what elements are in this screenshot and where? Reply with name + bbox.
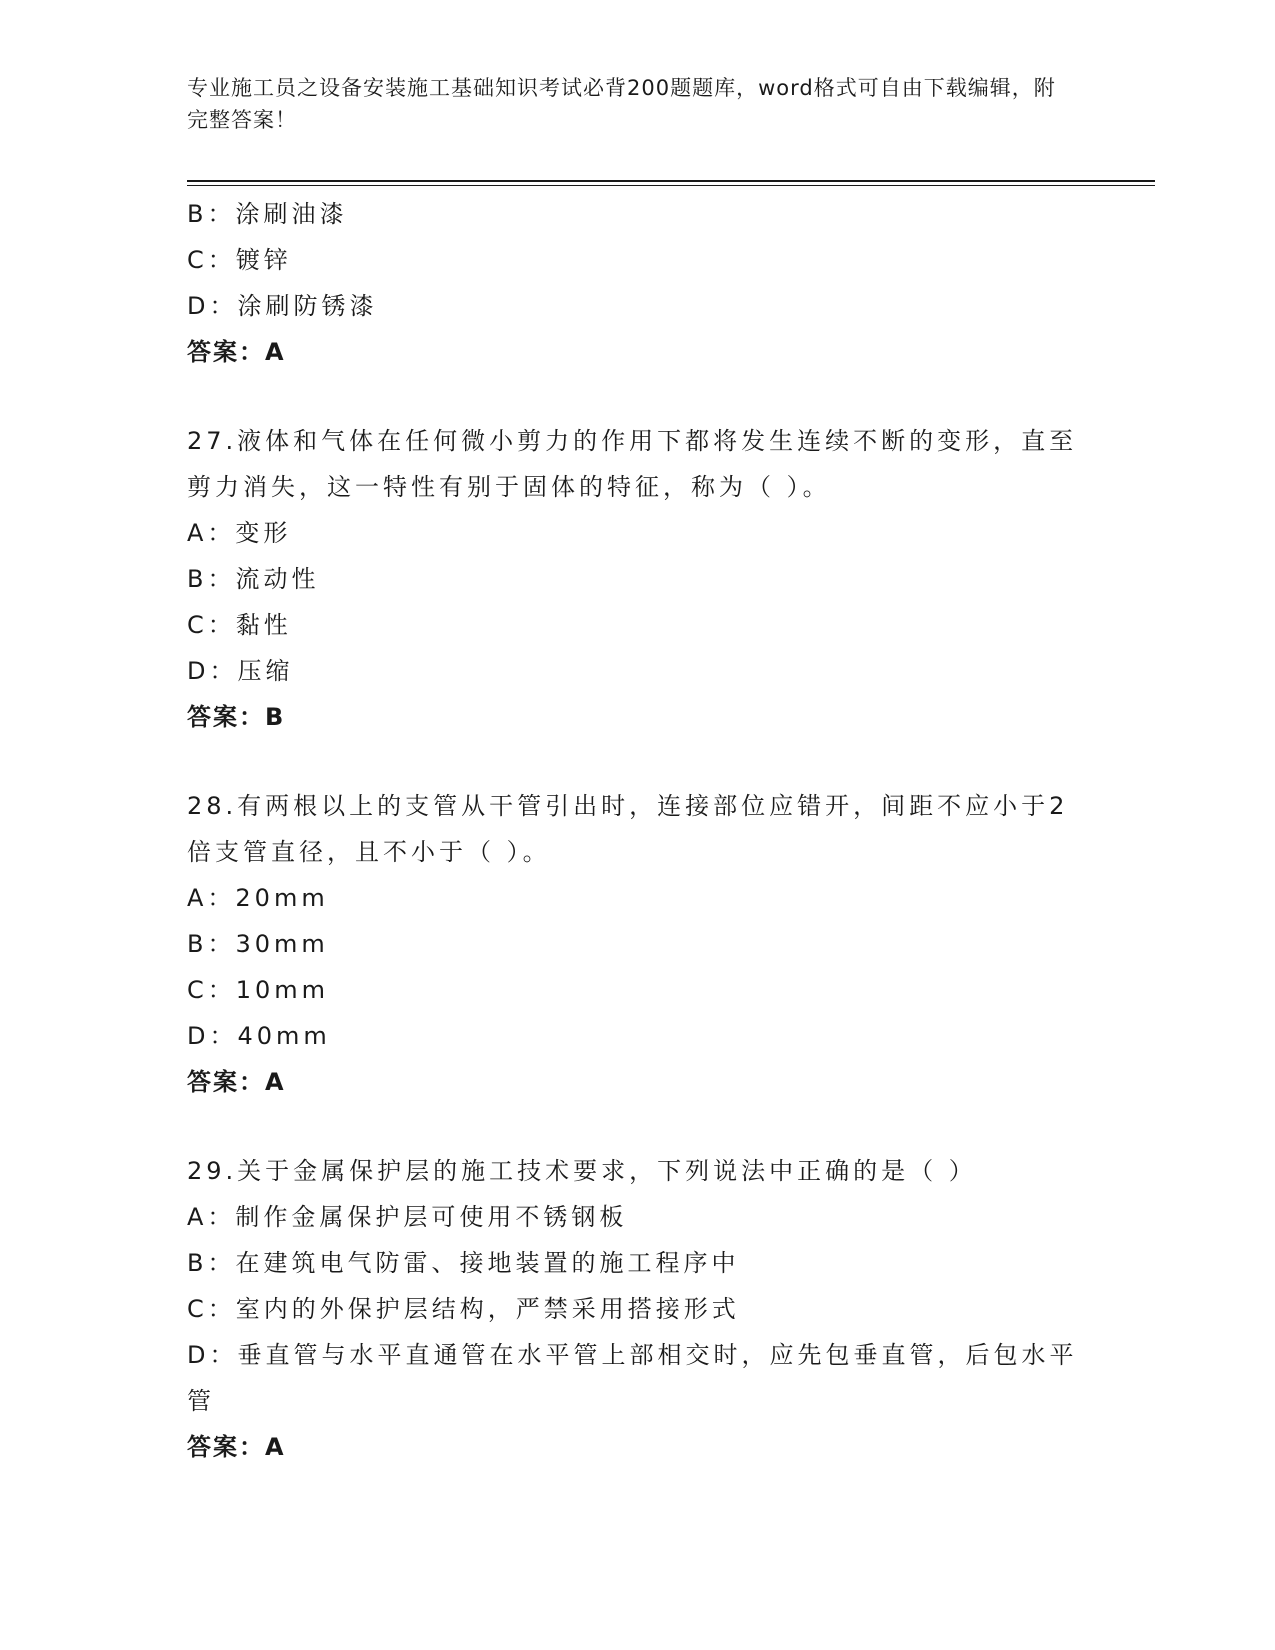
option-c: C：室内的外保护层结构，严禁采用搭接形式	[187, 1295, 740, 1323]
answer-line: 答案：A	[187, 1433, 286, 1461]
question-content	[187, 191, 1087, 1470]
option-d: D：40mm	[187, 1022, 331, 1050]
question-27	[187, 418, 1087, 740]
answer-line: 答案：A	[187, 338, 286, 366]
continued-question	[187, 191, 1087, 375]
option-b: B：30mm	[187, 930, 329, 958]
option-b: B：流动性	[187, 565, 320, 593]
answer-line: 答案：A	[187, 1068, 286, 1096]
option-d: D：压缩	[187, 657, 294, 685]
question-text: 29.关于金属保护层的施工技术要求，下列说法中正确的是（ ）	[187, 1157, 977, 1185]
option-b: B：在建筑电气防雷、接地装置的施工程序中	[187, 1249, 740, 1277]
option-d: D：涂刷防锈漆	[187, 292, 378, 320]
header-divider-thin	[187, 185, 1155, 186]
question-text: 27.液体和气体在任何微小剪力的作用下都将发生连续不断的变形，直至剪力消失，这一特性有别于固体的特征，称为（ ）。	[187, 427, 1078, 501]
question-text: 28.有两根以上的支管从干管引出时，连接部位应错开，间距不应小于2倍支管直径，且不小于（ ）。	[187, 792, 1069, 866]
question-28	[187, 783, 1087, 1105]
option-c: C：黏性	[187, 611, 292, 639]
option-a: A：20mm	[187, 884, 329, 912]
option-d: D：垂直管与水平直通管在水平管上部相交时，应先包垂直管，后包水平管	[187, 1341, 1078, 1415]
option-a: A：制作金属保护层可使用不锈钢板	[187, 1203, 628, 1231]
option-c: C：10mm	[187, 976, 330, 1004]
header-divider-thick	[187, 180, 1155, 182]
question-29	[187, 1148, 1087, 1470]
option-c: C：镀锌	[187, 246, 292, 274]
document-header-title: 专业施工员之设备安装施工基础知识考试必背200题题库，word格式可自由下载编辑，附完整答案！	[187, 76, 1056, 132]
option-b: B：涂刷油漆	[187, 200, 348, 228]
answer-line: 答案：B	[187, 703, 286, 731]
option-a: A：变形	[187, 519, 292, 547]
